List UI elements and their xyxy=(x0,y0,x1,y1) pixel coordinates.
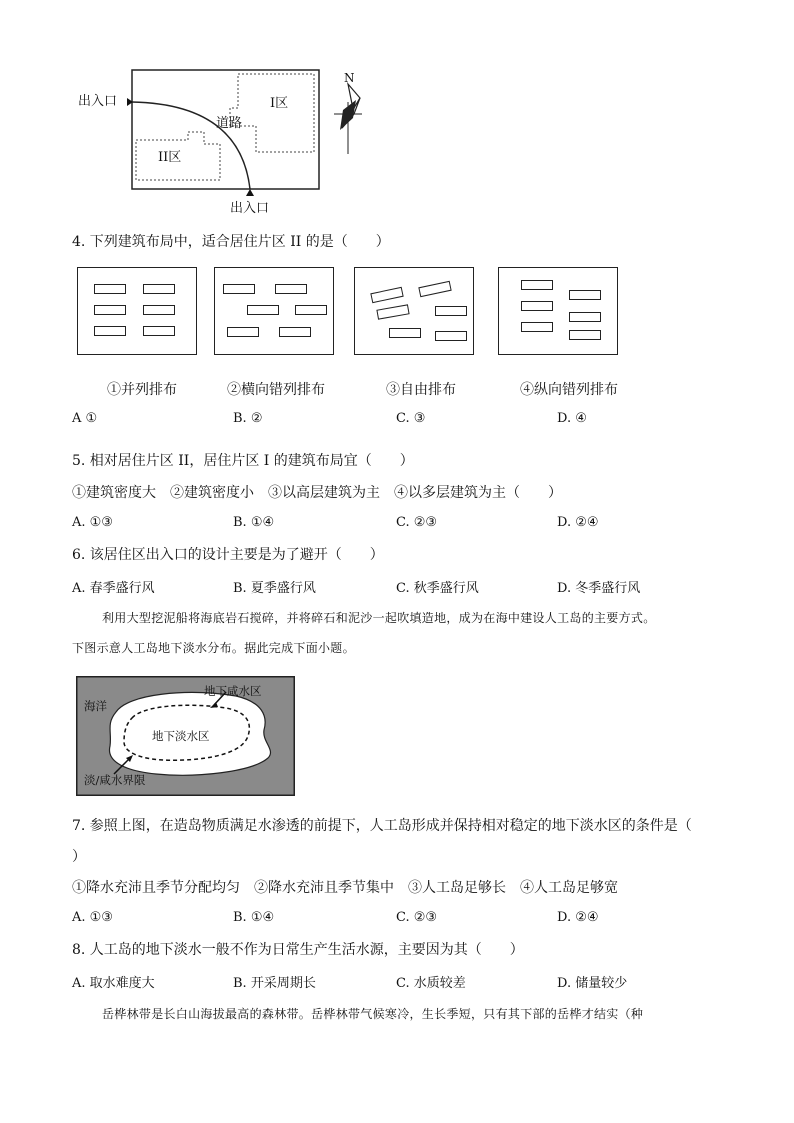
boundary-label: 淡/咸水界限 xyxy=(84,773,146,787)
building xyxy=(94,326,126,336)
road-label: 道路 xyxy=(216,116,243,131)
building xyxy=(94,284,126,294)
entrance-bottom-label: 出入口 xyxy=(230,201,270,216)
q7-stem-line1: 7. 参照上图，在造岛物质满足水渗透的前提下，人工岛形成并保持相对稳定的地下淡水区的条件是（ xyxy=(72,818,692,834)
zone1-label: I区 xyxy=(270,96,289,111)
q8-option-c[interactable]: C. 水质较差 xyxy=(396,976,466,991)
building xyxy=(569,290,601,300)
q6-option-c[interactable]: C. 秋季盛行风 xyxy=(396,581,479,596)
saltwater-label: 地下咸水区 xyxy=(204,684,262,698)
building xyxy=(94,305,126,315)
layout-1-diagram xyxy=(77,267,197,355)
q7-choices: ①降水充沛且季节分配均匀 ②降水充沛且季节集中 ③人工岛足够长 ④人工岛足够宽 xyxy=(72,880,618,896)
building xyxy=(521,322,553,332)
passage1-line2: 下图示意人工岛地下淡水分布。据此完成下面小题。 xyxy=(72,641,355,655)
q5-option-a[interactable]: A. ①③ xyxy=(72,515,113,530)
q5-choices: ①建筑密度大 ②建筑密度小 ③以高层建筑为主 ④以多层建筑为主（ ） xyxy=(72,485,562,501)
q4-option-c[interactable]: C. ③ xyxy=(396,411,426,426)
north-label: N xyxy=(344,71,355,85)
layout-3-diagram xyxy=(354,267,474,355)
building xyxy=(435,331,467,341)
q7-option-c[interactable]: C. ②③ xyxy=(396,910,438,925)
q8-option-d[interactable]: D. 储量较少 xyxy=(557,976,628,991)
layout-caption-2: ②横向错列排布 xyxy=(227,382,325,398)
q5-option-d[interactable]: D. ②④ xyxy=(557,515,599,530)
ocean-label: 海洋 xyxy=(84,699,107,713)
q6-option-d[interactable]: D. 冬季盛行风 xyxy=(557,581,641,596)
building xyxy=(143,305,175,315)
q5-stem: 5. 相对居住片区 II，居住片区 I 的建筑布局宜（ ） xyxy=(72,453,414,469)
layout-caption-4: ④纵向错列排布 xyxy=(520,382,618,398)
island-map xyxy=(76,676,295,796)
building xyxy=(435,306,467,316)
building xyxy=(143,326,175,336)
q7-stem-line2: ） xyxy=(72,849,86,865)
q4-option-a[interactable]: A ① xyxy=(72,411,98,426)
building xyxy=(370,287,403,303)
layout-4-diagram xyxy=(498,267,618,355)
q8-option-a[interactable]: A. 取水难度大 xyxy=(72,976,155,991)
building xyxy=(223,284,255,294)
q5-option-c[interactable]: C. ②③ xyxy=(396,515,438,530)
building xyxy=(521,301,553,311)
q6-stem: 6. 该居住区出入口的设计主要是为了避开（ ） xyxy=(72,547,384,563)
q5-option-b[interactable]: B. ①④ xyxy=(233,515,275,530)
q4-option-d[interactable]: D. ④ xyxy=(557,411,587,426)
building xyxy=(227,327,259,337)
q8-option-b[interactable]: B. 开采周期长 xyxy=(233,976,316,991)
passage1-line1: 利用大型挖泥船将海底岩石搅碎，并将碎石和泥沙一起吹填造地，成为在海中建设人工岛的主要方式。 xyxy=(102,611,656,625)
building xyxy=(279,327,311,337)
building xyxy=(569,312,601,322)
q6-option-b[interactable]: B. 夏季盛行风 xyxy=(233,581,316,596)
building xyxy=(389,328,421,338)
entrance-left-label: 出入口 xyxy=(78,94,118,109)
freshwater-label: 地下淡水区 xyxy=(152,729,210,743)
building xyxy=(418,281,451,297)
building xyxy=(569,330,601,340)
zone2-label: II区 xyxy=(158,150,182,165)
building xyxy=(143,284,175,294)
q7-option-b[interactable]: B. ①④ xyxy=(233,910,275,925)
residential-map xyxy=(70,62,370,222)
building xyxy=(275,284,307,294)
q7-option-d[interactable]: D. ②④ xyxy=(557,910,599,925)
layout-2-diagram xyxy=(214,267,334,355)
layout-caption-3: ③自由排布 xyxy=(386,382,456,398)
q4-option-b[interactable]: B. ② xyxy=(233,411,263,426)
passage2-line1: 岳桦林带是长白山海拔最高的森林带。岳桦林带气候寒冷，生长季短，只有其下部的岳桦才结实（种 xyxy=(102,1007,644,1021)
building xyxy=(376,304,409,319)
building xyxy=(247,305,279,315)
layout-caption-1: ①并列排布 xyxy=(107,382,177,398)
building xyxy=(521,280,553,290)
q8-stem: 8. 人工岛的地下淡水一般不作为日常生产生活水源，主要因为其（ ） xyxy=(72,942,524,958)
q4-stem: 4. 下列建筑布局中，适合居住片区 II 的是（ ） xyxy=(72,234,390,250)
building xyxy=(295,305,327,315)
q7-option-a[interactable]: A. ①③ xyxy=(72,910,113,925)
q6-option-a[interactable]: A. 春季盛行风 xyxy=(72,581,155,596)
residential-map-svg xyxy=(70,62,370,222)
